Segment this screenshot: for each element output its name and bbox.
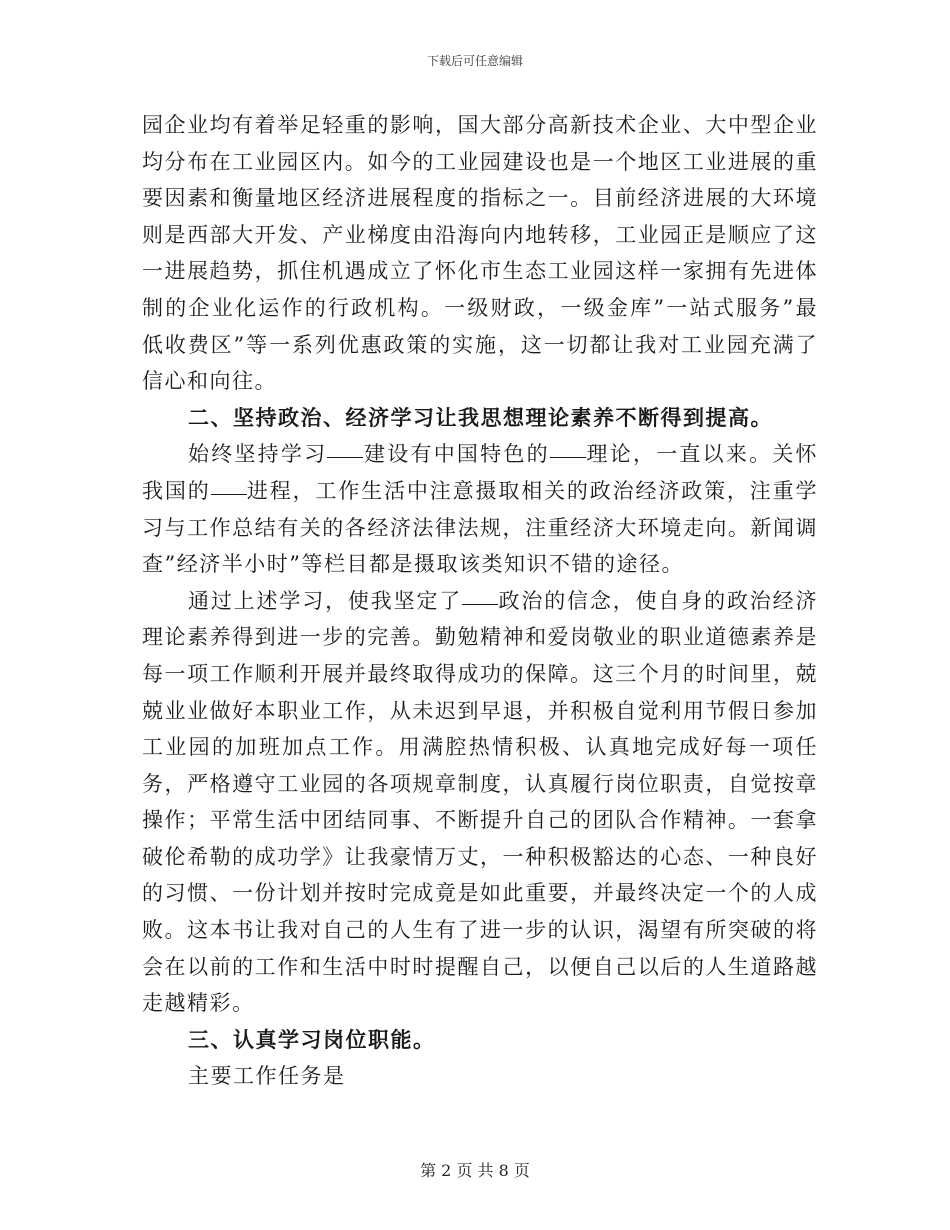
fill-blank (327, 456, 363, 458)
text-run: 理论，一直以来。关怀我国的 (142, 442, 819, 503)
section-heading-3: 三、认真学习岗位职能。 (188, 1026, 436, 1052)
header-note: 下载后可任意编辑 (426, 54, 523, 68)
document-body (142, 107, 818, 1095)
paragraph-study (142, 436, 818, 582)
text-run: 进程，工作生活中注意摄取相关的政治经济政策，注重学习与工作总结有关的各经济法律法规，注重经济大环境走向。新闻调查”经济半小时”等栏目都是摄取该类知识不错的途径。 (142, 478, 819, 577)
text-run: 建设有中国特色的 (363, 442, 550, 467)
paragraph-belief (142, 583, 818, 1022)
text-run: 始终坚持学习 (188, 442, 328, 467)
text-run: 政治的信念，使自身的政治经济理论素养得到进一步的完善。勤勉精神和爱岗敬业的职业道德素养是每一项工作顺利开展并最终取得成功的保障。这三个月的时间里，兢兢业业做好本职业工作，从未迟到早退，并积极自觉利用节假日参加工业园的加班加点工作。用满腔热情积极、认真地完成好每一项任务，严格遵守工业园的各项规章制度，认真履行岗位职责，自觉按章操作；平常生活中团结同事、不断提升自己的团队合作精神。一套拿破伦希勒的成功学》让我豪情万丈，一种积极豁达的心态、一种良好的习惯、一份计划并按时完成竟是如此重要，并最终决定一个的人成败。这本书让我对自己的人生有了进一步的认识，渴望有所突破的将会在以前的工作和生活中时时提醒自己，以便自己以后的人生道路越走越精彩。 (142, 588, 819, 1016)
fill-blank (462, 603, 498, 605)
paragraph-industrial-park: 园企业均有着举足轻重的影响，国大部分高新技术企业、大中型企业均分布在工业园区内。如今的工业园建设也是一个地区工业进展的重要因素和衡量地区经济进展程度的指标之一。目前经济进展的大环境则是西部大开发、产业梯度由沿海向内地转移，工业园正是顺应了这一进展趋势，抓住机遇成立了怀化市生态工业园这样一家拥有先进体制的企业化运作的行政机构。一级财政，一级金库”一站式服务”最低收费区”等一系列优惠政策的实施，这一切都让我对工业园充满了信心和向往。 (142, 113, 818, 394)
text-run: 通过上述学习，使我坚定了 (188, 588, 463, 613)
fill-blank (550, 456, 586, 458)
paragraph-main-tasks: 主要工作任务是 (188, 1064, 346, 1089)
page-number: 第 2 页 共 8 页 (420, 1161, 530, 1180)
section-heading-2: 二、坚持政治、经济学习让我思想理论素养不断得到提高。 (188, 404, 773, 430)
fill-blank (211, 493, 247, 495)
